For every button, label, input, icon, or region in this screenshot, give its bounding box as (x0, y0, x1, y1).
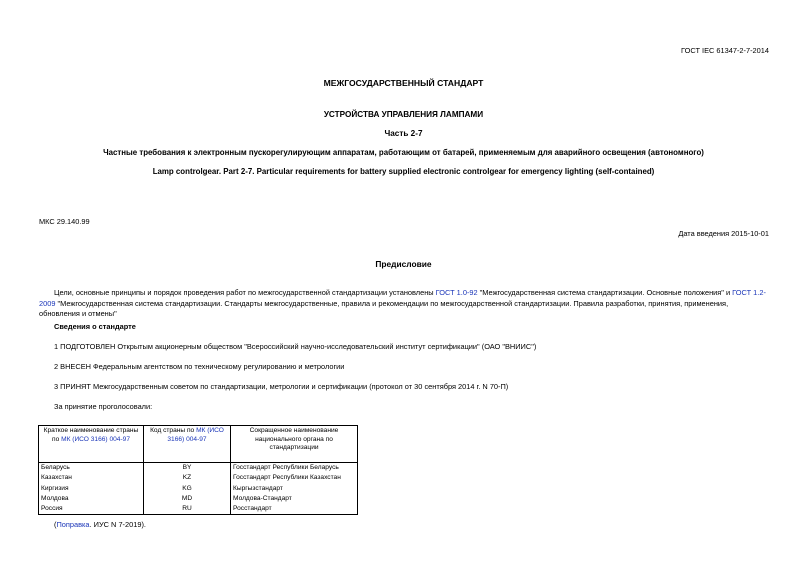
subtitle-russian: Частные требования к электронным пускорегулирующим аппаратам, работающим от батарей, применяемым для аварийного освещения (автономного) (103, 148, 704, 157)
header-text: Краткое наименование страны по (43, 427, 139, 443)
code-cell: KZ (144, 473, 231, 483)
note-text: . ИУС N 7-2019). (89, 520, 146, 529)
body-cell: Кыргызстандарт (231, 484, 358, 494)
voted-for-label: За принятие проголосовали: (54, 402, 153, 411)
standard-info-heading: Сведения о стандарте (54, 322, 136, 331)
info-item-adopted: 3 ПРИНЯТ Межгосударственным советом по стандартизации, метрологии и сертификации (протокол от 30 сентября 2014 г. N 70-П) (54, 382, 509, 391)
country-cell: Россия (39, 504, 144, 515)
table-header-row (39, 426, 358, 463)
body-cell: Госстандарт Республики Казахстан (231, 473, 358, 483)
body-cell: Росстандарт (231, 504, 358, 515)
foreword-paragraph (39, 288, 771, 320)
info-item-prepared: 1 ПОДГОТОВЛЕН Открытым акционерным обществом "Всероссийский научно-исследовательский институт сертификации" (ОАО "ВНИИС") (54, 342, 537, 351)
table-row (39, 504, 358, 515)
gost-1-0-92-link[interactable]: ГОСТ 1.0-92 (435, 288, 478, 297)
country-cell: Киргизия (39, 484, 144, 494)
column-header-body: Сокращенное наименование национального органа по стандартизации (231, 426, 358, 463)
standard-title: УСТРОЙСТВА УПРАВЛЕНИЯ ЛАМПАМИ (323, 110, 484, 119)
table-row (39, 494, 358, 504)
note-text: ( (54, 520, 57, 529)
header-text: Код страны по (150, 427, 197, 434)
standard-type-heading: МЕЖГОСУДАРСТВЕННЫЙ СТАНДАРТ (323, 78, 484, 88)
standard-part: Часть 2-7 (384, 129, 423, 138)
code-cell: BY (144, 463, 231, 474)
amendment-link[interactable]: Поправка (56, 520, 90, 529)
subtitle-english: Lamp controlgear. Part 2-7. Particular requirements for battery supplied electronic controlgear for emergency lighting (self-contained) (152, 167, 655, 176)
table-row (39, 484, 358, 494)
country-cell: Беларусь (39, 463, 144, 474)
gost-1-2-2009-link[interactable]: ГОСТ 1.2-2009 (39, 288, 766, 308)
foreword-heading: Предисловие (375, 259, 432, 269)
column-header-code (144, 426, 231, 463)
body-cell: Молдова-Стандарт (231, 494, 358, 504)
document-code: ГОСТ IEC 61347-2-7-2014 (681, 46, 769, 55)
voting-countries-table (38, 425, 358, 515)
info-item-submitted: 2 ВНЕСЕН Федеральным агентством по техническому регулированию и метрологии (54, 362, 345, 371)
mk-iso-3166-link[interactable]: МК (ИСО 3166) 004-97 (61, 435, 130, 443)
table-row (39, 473, 358, 483)
amendment-note (54, 520, 146, 529)
paragraph-text: Цели, основные принципы и порядок проведения работ по межгосударственной стандартизации установлены (54, 288, 436, 297)
code-cell: KG (144, 484, 231, 494)
mk-iso-3166-link[interactable]: МК (ИСО 3166) 004-97 (167, 427, 224, 443)
country-cell: Молдова (39, 494, 144, 504)
paragraph-text: "Межгосударственная система стандартизации. Основные положения" и (477, 288, 733, 297)
paragraph-text: "Межгосударственная система стандартизации. Стандарты межгосударственные, правила и рекомендации по межгосударственной стандартизации. Правила разработки, принятия, применения, обновления и отмены" (39, 298, 729, 318)
classification-code: МКС 29.140.99 (39, 217, 90, 226)
body-cell: Госстандарт Республики Беларусь (231, 463, 358, 474)
column-header-country (39, 426, 144, 463)
code-cell: RU (144, 504, 231, 515)
table-row (39, 463, 358, 474)
code-cell: MD (144, 494, 231, 504)
introduction-date: Дата введения 2015-10-01 (678, 229, 769, 238)
country-cell: Казахстан (39, 473, 144, 483)
